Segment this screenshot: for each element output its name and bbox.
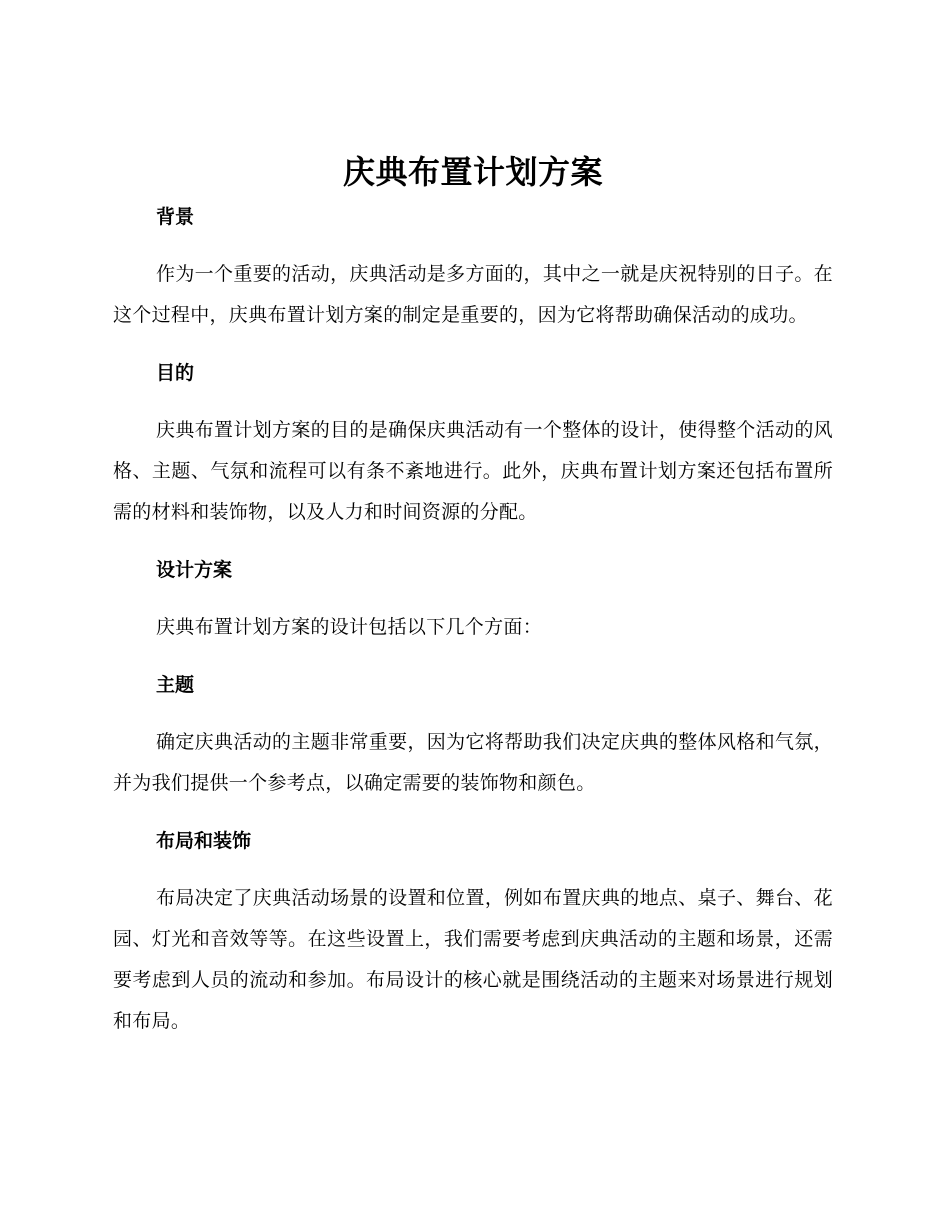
section-paragraph: 庆典布置计划方案的目的是确保庆典活动有一个整体的设计，使得整个活动的风格、主题、气氛和流程可以有条不紊地进行。此外，庆典布置计划方案还包括布置所需的材料和装饰物，以及人力和时间资源的分配。 — [113, 419, 833, 523]
section-purpose — [113, 358, 833, 533]
section-theme — [113, 670, 833, 804]
section-paragraph: 布局决定了庆典活动场景的设置和位置，例如布置庆典的地点、桌子、舞台、花园、灯光和音效等等。在这些设置上，我们需要考虑到庆典活动的主题和场景，还需要考虑到人员的流动和参加。布局设计的核心就是围绕活动的主题来对场景进行规划和布局。 — [113, 887, 833, 1032]
section-layout-decoration — [113, 826, 833, 1042]
section-paragraph: 庆典布置计划方案的设计包括以下几个方面： — [156, 616, 543, 638]
document-page — [113, 148, 833, 1064]
section-heading: 布局和装饰 — [156, 830, 252, 852]
section-heading: 背景 — [156, 206, 195, 228]
section-paragraph: 确定庆典活动的主题非常重要，因为它将帮助我们决定庆典的整体风格和气氛，并为我们提供一个参考点，以确定需要的装饰物和颜色。 — [113, 731, 833, 794]
section-heading: 设计方案 — [156, 559, 233, 581]
section-background — [113, 202, 833, 336]
document-title: 庆典布置计划方案 — [342, 153, 603, 191]
section-paragraph: 作为一个重要的活动，庆典活动是多方面的，其中之一就是庆祝特别的日子。在这个过程中，庆典布置计划方案的制定是重要的，因为它将帮助确保活动的成功。 — [113, 263, 833, 326]
section-heading: 主题 — [156, 674, 195, 696]
section-design-plan — [113, 555, 833, 648]
section-heading: 目的 — [156, 362, 195, 384]
